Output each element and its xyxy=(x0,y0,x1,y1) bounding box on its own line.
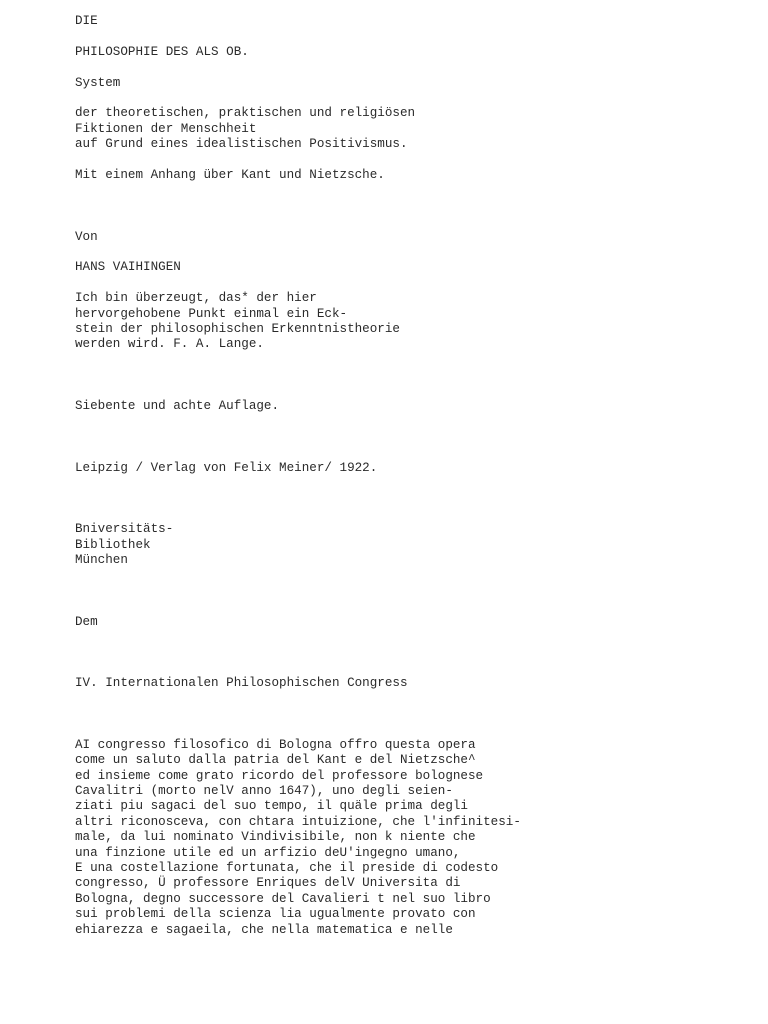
library-stamp-line: Bibliothek xyxy=(75,537,151,552)
library-stamp-line: München xyxy=(75,553,128,567)
epigraph-line: hervorgehobene Punkt einmal ein Eck- xyxy=(75,306,348,321)
spacer xyxy=(75,91,755,106)
spacer xyxy=(75,29,755,44)
text-line: una finzione utile ed un arfizio deU'ingegno umano, xyxy=(75,845,461,860)
spacer xyxy=(75,414,755,460)
text-line: male, da lui nominato Vindivisibile, non k niente che xyxy=(75,830,476,845)
text-line: Cavalitri (morto nelV anno 1647), uno degli seien- xyxy=(75,784,453,798)
text-line: ziati piu sagaci del suo tempo, il quäle prima degli xyxy=(75,799,468,814)
library-stamp-line: Bniversitäts- xyxy=(75,522,174,537)
spacer xyxy=(75,353,755,399)
library-stamp xyxy=(75,522,755,568)
appendix-note: Mit einem Anhang über Kant und Nietzsche. xyxy=(75,168,385,182)
spacer xyxy=(75,476,755,522)
text-line: Bologna, degno successore del Cavalieri t nel suo libro xyxy=(75,891,491,906)
edition-note: Siebente und achte Auflage. xyxy=(75,399,280,413)
text-line: ehiarezza e sagaeila, che nella matematica e nelle xyxy=(75,922,453,937)
subtitle-block xyxy=(75,106,755,152)
book-title: PHILOSOPHIE DES ALS OB. xyxy=(75,44,249,59)
spacer xyxy=(75,568,755,614)
spacer xyxy=(75,153,755,168)
subtitle-line: der theoretischen, praktischen und religiösen xyxy=(75,106,416,121)
text-line: come un saluto dalla patria del Kant e del Nietzsche^ xyxy=(75,753,476,768)
spacer xyxy=(75,692,755,738)
header-die: DIE xyxy=(75,14,98,28)
text-line: AI congresso filosofico di Bologna offro questa opera xyxy=(75,737,476,752)
by-label: Von xyxy=(75,229,98,244)
dedication-dem: Dem xyxy=(75,614,98,629)
publisher-line: Leipzig / Verlag von Felix Meiner/ 1922. xyxy=(75,460,378,475)
epigraph-line: werden wird. F. A. Lange. xyxy=(75,337,264,352)
spacer xyxy=(75,183,755,229)
text-line: ed insieme come grato ricordo del professore bolognese xyxy=(75,768,484,783)
spacer xyxy=(75,276,755,291)
subtitle-line: auf Grund eines idealistischen Positivismus. xyxy=(75,137,408,152)
subtitle-system: System xyxy=(75,75,121,90)
epigraph-line: stein der philosophischen Erkenntnistheorie xyxy=(75,322,400,336)
author-name: HANS VAIHINGEN xyxy=(75,260,181,275)
italian-dedication-text xyxy=(75,738,755,938)
epigraph-line: Ich bin überzeugt, das* der hier xyxy=(75,291,317,306)
text-line: sui problemi della scienza lia ugualmente provato con xyxy=(75,907,476,922)
dedication-congress: IV. Internationalen Philosophischen Congress xyxy=(75,676,408,691)
text-line: altri riconosceva, con chtara intuizione, che l'infinitesi- xyxy=(75,814,521,829)
document-page xyxy=(75,14,755,938)
text-line: E una costellazione fortunata, che il preside di codesto xyxy=(75,861,499,876)
subtitle-line: Fiktionen der Menschheit xyxy=(75,121,257,136)
spacer xyxy=(75,245,755,260)
spacer xyxy=(75,60,755,75)
spacer xyxy=(75,630,755,676)
epigraph-block xyxy=(75,291,755,353)
text-line: congresso, Ü professore Enriques delV Universita di xyxy=(75,876,461,891)
